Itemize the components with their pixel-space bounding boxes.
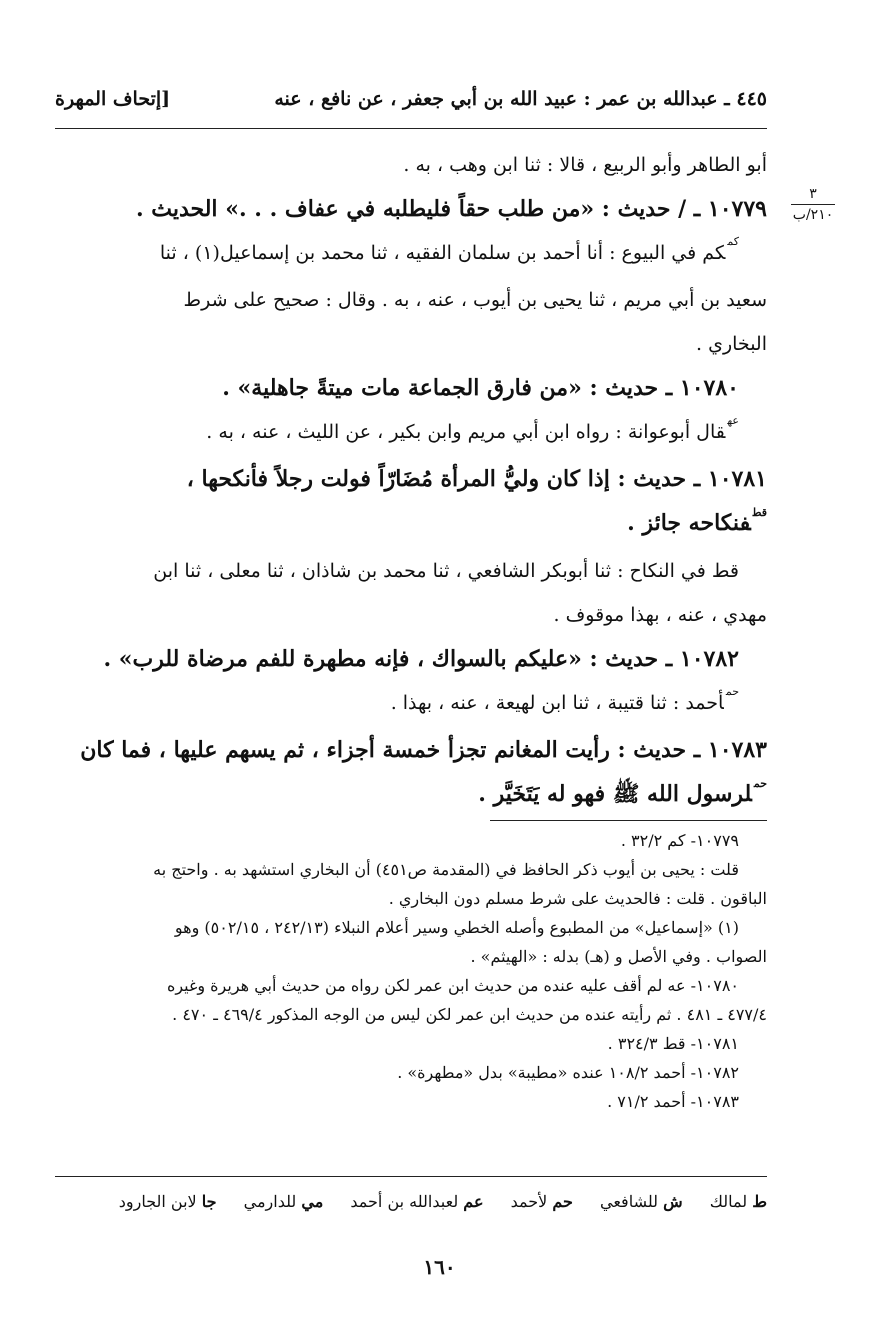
legend-item: ش للشافعي xyxy=(600,1192,683,1211)
siglum: حم xyxy=(725,685,739,698)
footnote-line: ٤٧٧/٤ ـ ٤٨١ . ثم رأيته عنده من حديث ابن عمر لكن ليس من الوجه المذكور ٤٦٩/٤ ـ ٤٧٠ . xyxy=(172,1005,767,1024)
running-header xyxy=(55,88,767,118)
sigla-legend xyxy=(55,1192,767,1222)
text-line: أبو الطاهر وأبو الربيع ، قالا : ثنا ابن وهب ، به . xyxy=(403,154,767,176)
hadith-body: قط في النكاح : ثنا أبوبكر الشافعي ، ثنا محمد بن شاذان ، ثنا معلى ، ثنا ابن xyxy=(153,560,739,582)
legend-item: ط لمالك xyxy=(709,1192,767,1211)
hadith-heading: $^{قط}$فنكاحه جائز . xyxy=(627,506,767,536)
main-text xyxy=(55,143,767,820)
hadith-heading: ١٠٧٨٠ ـ حديث : «من فارق الجماعة مات ميتةً جاهلية» . xyxy=(222,375,739,401)
margin-bar xyxy=(791,204,835,205)
footnote-line: قلت : يحيى بن أيوب ذكر الحافظ في (المقدمة ص٤٥١) أن البخاري استشهد به . واحتج به xyxy=(153,860,739,879)
hadith-heading: ١٠٧٨٢ ـ حديث : «عليكم بالسواك ، فإنه مطهرة للفم مرضاة للرب» . xyxy=(103,646,739,672)
siglum: كم xyxy=(727,235,739,248)
footnote-line: الصواب . وفي الأصل و (هـ) بدله : «الهيثم» . xyxy=(470,947,767,966)
legend-item: حم لأحمد xyxy=(510,1192,573,1211)
header-book-title: [إتحاف المهرة xyxy=(55,88,171,110)
footnote-line: ١٠٧٧٩- كم ٣٢/٢ . xyxy=(620,831,739,850)
hadith-heading: ١٠٧٨١ ـ حديث : إذا كان وليُّ المرأة مُضَارّاً فولت رجلاً فأنكحها ، xyxy=(186,466,767,492)
page-number: ١٦٠ xyxy=(423,1255,456,1279)
hadith-heading: ١٠٧٨٣ ـ حديث : رأيت المغانم تجزأ خمسة أجزاء ، ثم يسهم عليها ، فما كان xyxy=(80,737,767,763)
siglum: قط xyxy=(752,506,767,519)
header-title: ٤٤٥ ـ عبدالله بن عمر : عبيد الله بن أبي جعفر ، عن نافع ، عنه xyxy=(274,88,767,110)
hadith-body: $^{كم}$كم في البيوع : أنا أحمد بن سلمان الفقيه ، ثنا محمد بن إسماعيل(١) ، ثنا xyxy=(159,235,739,264)
siglum: عه xyxy=(727,414,739,427)
footnote-line: (١) «إسماعيل» من المطبوع وأصله الخطي وسير أعلام النبلاء (٢٤٢/١٣ ، ٥٠٢/١٥) وهو xyxy=(174,918,739,937)
footnote-line: الباقون . قلت : فالحديث على شرط مسلم دون البخاري . xyxy=(388,889,767,908)
legend-item: جا لابن الجارود xyxy=(118,1192,217,1211)
margin-folio: ٢١٠/ب xyxy=(792,207,834,223)
hadith-body: $^{عه}$قال أبوعوانة : رواه ابن أبي مريم وابن بكير ، عن الليث ، عنه ، به . xyxy=(206,414,739,443)
footnote-line: ١٠٧٨٢- أحمد ١٠٨/٢ عنده «مطيبة» بدل «مطهرة» . xyxy=(397,1063,739,1082)
hadith-body: سعيد بن أبي مريم ، ثنا يحيى بن أيوب ، عنه ، به . وقال : صحيح على شرط xyxy=(183,289,767,311)
legend-rule xyxy=(55,1176,767,1177)
footnote-line: ١٠٧٨٠- عه لم أقف عليه عنده من حديث ابن عمر لكن رواه من حديث أبي هريرة وغيره xyxy=(166,976,739,995)
siglum: حم xyxy=(753,777,767,790)
footnote-separator xyxy=(490,820,767,821)
legend-item: عم لعبدالله بن أحمد xyxy=(350,1192,484,1211)
hadith-body: مهدي ، عنه ، بهذا موقوف . xyxy=(553,604,767,626)
hadith-heading: ١٠٧٧٩ ـ / حديث : «من طلب حقاً فليطلبه في عفاف . . .» الحديث . xyxy=(135,196,767,222)
header-rule xyxy=(55,128,767,129)
footnotes xyxy=(55,826,767,1116)
legend-item: مي للدارمي xyxy=(243,1192,324,1211)
hadith-body: $^{حم}$أحمد : ثنا قتيبة ، ثنا ابن لهيعة ، عنه ، بهذا . xyxy=(390,685,739,714)
footnote-line: ١٠٧٨٣- أحمد ٧١/٢ . xyxy=(607,1092,739,1111)
footnote-line: ١٠٧٨١- قط ٣٢٤/٣ . xyxy=(607,1034,739,1053)
margin-note xyxy=(783,186,843,223)
margin-number: ٣ xyxy=(809,186,817,202)
hadith-heading: $^{حم}$لرسول الله ﷺ فهو له يَتَخَيَّر . xyxy=(478,777,767,807)
hadith-body: البخاري . xyxy=(696,333,767,355)
